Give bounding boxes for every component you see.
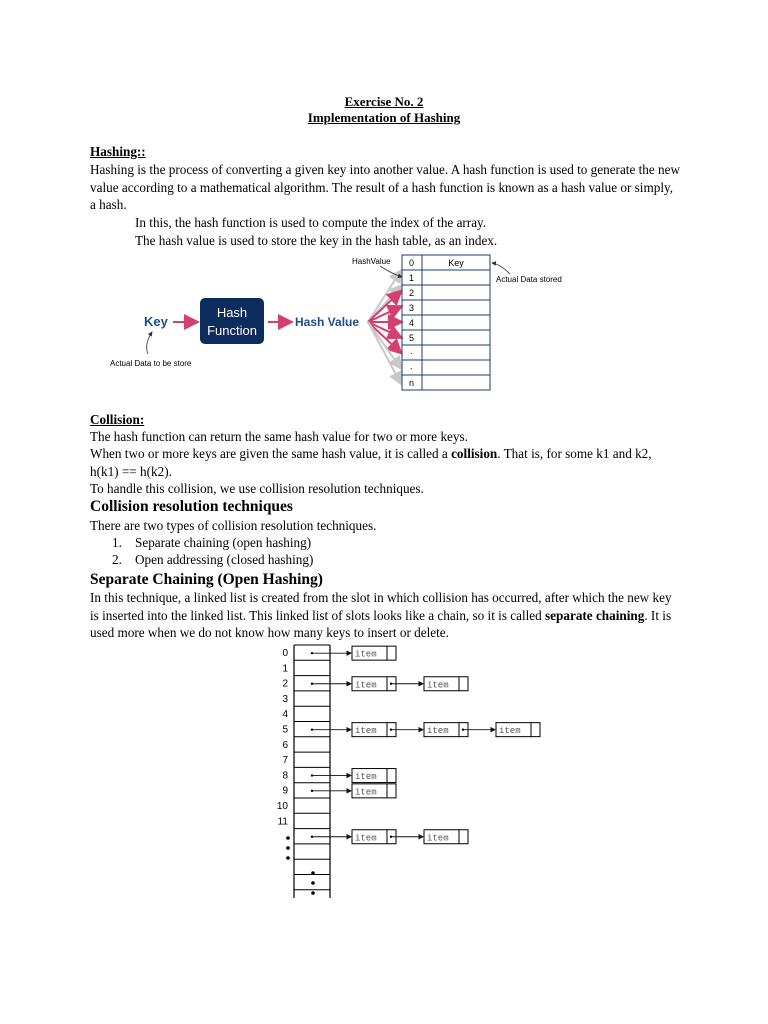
table-index: 3 [409,303,415,313]
chain-node-label: item [355,787,377,798]
bucket-index: 7 [282,755,288,767]
chain-node-label: item [355,833,377,844]
collision-term: collision [451,446,498,461]
chain-node-label: item [427,726,449,737]
table-index: . [410,361,413,371]
actual-data-stored-caption: Actual Data stored [496,275,562,284]
hash-value-label: Hash Value [295,315,360,329]
bucket-index: 3 [282,693,288,705]
hash-table-indices [409,258,414,388]
chain-node-label: item [427,833,449,844]
techniques-intro: There are two types of collision resolution techniques. [90,518,377,533]
hash-function-label-2: Function [207,323,257,338]
hashing-heading: Hashing:: [90,144,146,159]
actual-data-store-pointer [147,332,152,354]
chain-node-label: item [499,726,521,737]
chaining-term: separate chaining [545,607,645,623]
collision-heading: Collision: [90,412,145,427]
bucket-index: 5 [282,724,288,736]
techniques-list [112,534,313,568]
bucket-index: 8 [282,770,288,782]
chain-node-label: item [355,649,377,660]
hashing-index-line: In this, the hash function is used to compute the index of the array. [135,215,487,230]
bucket-ellipsis [286,836,315,895]
table-index: 4 [409,318,415,328]
table-index: 5 [409,333,415,343]
actual-data-stored-pointer [492,263,510,274]
hashing-paragraph: Hashing is the process of converting a given key into another value. A hash function is used to generate the new value according to a mathematical algorithm. The result of a hash function is known as a hash value or simply, a hash. [90,162,680,213]
techniques-heading: Collision resolution techniques [90,498,293,515]
chain-node-label: item [355,726,377,737]
bucket-labels [277,648,289,827]
exercise-subtitle: Implementation of Hashing [307,110,461,125]
hashing-diagram [100,250,580,400]
bucket-index: 9 [282,785,288,797]
table-index: 1 [409,273,415,283]
hash-function-label-1: Hash [216,305,248,320]
separate-chaining-diagram [270,640,560,900]
list-item: 1. Separate chaining (open hashing) [112,535,312,550]
chaining-heading: Separate Chaining (Open Hashing) [90,571,323,588]
bucket-index: 4 [282,709,288,721]
list-item: 2. Open addressing (closed hashing) [112,552,314,568]
bucket-index: 1 [282,663,288,675]
hashvalue-caption: HashValue [352,257,391,266]
table-index: 0 [409,258,415,268]
hashing-store-line: The hash value is used to store the key in the hash table, as an index. [135,233,498,248]
bucket-index: 2 [282,678,288,690]
bucket-index: 11 [277,816,288,828]
chain-items [311,646,540,844]
table-index: n [409,378,415,388]
table-index: . [410,346,413,356]
collision-line-1: The hash function can return the same hash value for two or more keys. [90,429,468,444]
collision-line-2: When two or more keys are given the same hash value, it is called a collision. That is, for some k1 and k2, h(k1) == h(k2). [90,446,652,479]
chaining-paragraph: In this technique, a linked list is created from the slot in which collision has occurred, after which the new key is inserted into the linked list. This linked list of slots looks like a chain, so it is called separate chaining. It is used more when we do not know how many keys to insert or delete. [90,590,672,641]
bucket-index: 10 [276,801,288,812]
key-column-header: Key [448,258,464,268]
collision-line-3: To handle this collision, we use collision resolution techniques. [90,481,424,496]
chain-node-label: item [355,680,377,691]
bucket-index: 6 [282,739,288,751]
bucket-index: 0 [282,648,288,659]
key-label: Key [144,314,168,329]
hash-table [402,255,490,390]
actual-data-store-caption: Actual Data to be store [110,359,192,368]
chain-node-label: item [355,772,377,783]
exercise-title: Exercise No. 2 [344,94,424,109]
table-index: 2 [409,288,415,298]
fan-arrows [368,272,400,382]
chain-node-label: item [427,680,449,691]
